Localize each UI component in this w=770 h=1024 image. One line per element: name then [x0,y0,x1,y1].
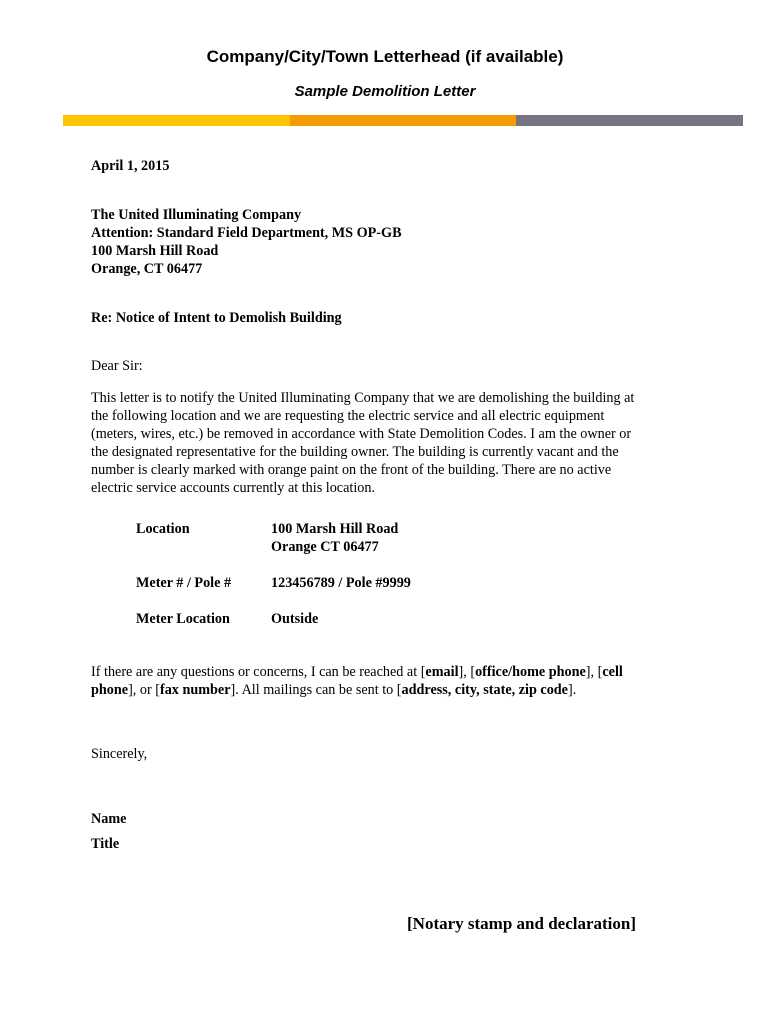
recipient-company: The United Illuminating Company [91,207,302,223]
contact-paragraph [91,663,711,699]
recipient-attention: Attention: Standard Field Department, MS OP-GB [91,225,402,241]
body-line: (meters, wires, etc.) be removed in accordance with State Demolition Codes. I am the owner or [91,426,632,442]
meter-location-label: Meter Location [136,611,230,627]
placeholder-phone: office/home phone [475,664,586,680]
contact-line-2: phone], or [fax number]. All mailings can be sent to [address, city, state, zip code]. [91,682,577,698]
body-line: the following location and we are requesting the electric service and all electric equipment [91,408,605,424]
placeholder-fax: fax number [159,682,231,698]
signature-name: Name [91,811,127,827]
recipient-city: Orange, CT 06477 [91,261,203,277]
salutation: Dear Sir: [91,358,143,374]
location-label: Location [136,521,190,537]
header-bar-orange [290,115,516,126]
notary-placeholder: [Notary stamp and declaration] [407,914,637,933]
body-line: the designated representative for the building owner. The building is currently vacant and the [91,444,619,460]
location-street: 100 Marsh Hill Road [271,521,399,537]
body-line: number is clearly marked with orange paint on the front of the building. There are no active [91,462,612,478]
location-value [271,520,398,556]
letter-date: April 1, 2015 [91,158,170,174]
header-bar-yellow [63,115,290,126]
placeholder-cell: cell [602,664,623,680]
placeholder-address: address, city, state, zip code [401,682,568,698]
closing: Sincerely, [91,746,148,762]
meter-location-value: Outside [271,611,319,627]
meter-pole-value: 123456789 / Pole #9999 [271,575,411,591]
body-line: This letter is to notify the United Illuminating Company that we are demolishing the building at [91,390,635,406]
document-subtitle: Sample Demolition Letter [294,83,476,100]
placeholder-cell-cont: phone [91,682,129,698]
contact-line-1: If there are any questions or concerns, I can be reached at [email], [office/home phone], [cell [91,664,623,680]
body-paragraph [91,389,691,497]
location-city: Orange CT 06477 [271,539,379,555]
meter-pole-label: Meter # / Pole # [136,575,232,591]
header-bar-gray [516,115,743,126]
body-line: electric service accounts currently at this location. [91,480,376,496]
signature-title: Title [91,836,120,852]
placeholder-email: email [425,664,459,680]
letterhead-title: Company/City/Town Letterhead (if available) [206,47,564,66]
recipient-address [91,206,402,278]
recipient-street: 100 Marsh Hill Road [91,243,219,259]
subject-line: Re: Notice of Intent to Demolish Building [91,310,342,326]
